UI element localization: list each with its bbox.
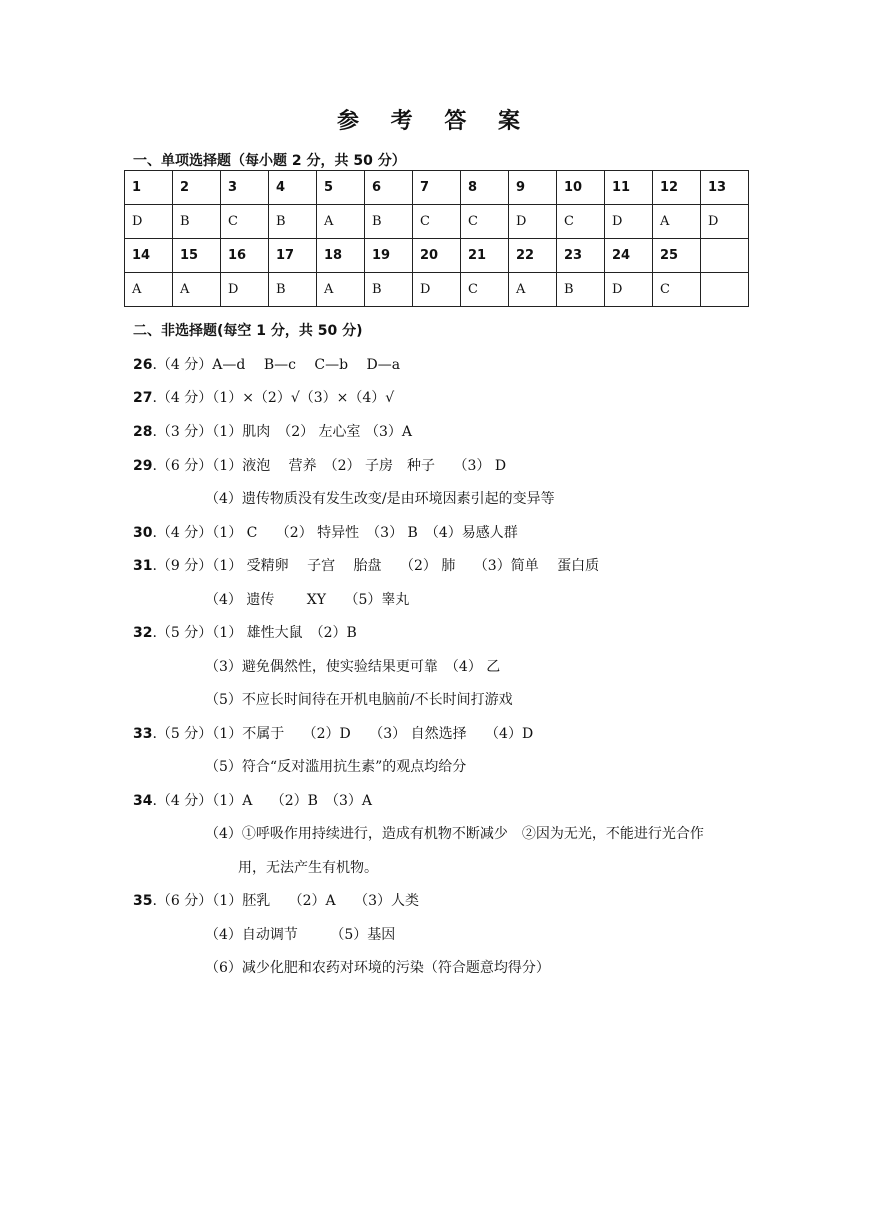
- question-number-cell: [701, 239, 749, 273]
- question-35: [133, 890, 419, 910]
- answer-cell: D: [701, 205, 749, 239]
- answer-cell: B: [269, 205, 317, 239]
- answer-cell: A: [317, 205, 365, 239]
- question-number: 35: [133, 893, 153, 909]
- answer-text: .（6 分）（1）胚乳 （2）A （3）人类: [152, 893, 420, 909]
- question-number-cell: 22: [509, 239, 557, 273]
- answer-cell: C: [557, 205, 605, 239]
- answer-cell: C: [413, 205, 461, 239]
- question-35-line2: （4）自动调节 （5）基因: [205, 927, 396, 943]
- answer-row: [125, 273, 749, 307]
- question-number: 34: [133, 793, 153, 809]
- question-number: 29: [133, 458, 153, 474]
- answer-cell: D: [509, 205, 557, 239]
- question-number-cell: 7: [413, 171, 461, 205]
- answer-cell: A: [509, 273, 557, 307]
- question-number-cell: 25: [653, 239, 701, 273]
- question-number-cell: 2: [173, 171, 221, 205]
- answer-cell: [701, 273, 749, 307]
- question-number-row: [125, 239, 749, 273]
- question-34: [133, 790, 372, 810]
- question-29: [133, 455, 506, 475]
- question-number-cell: 12: [653, 171, 701, 205]
- question-number: 27: [133, 390, 153, 406]
- answer-text: .（4 分）（1）×（2）√（3）×（4）√: [152, 390, 395, 406]
- answer-cell: B: [557, 273, 605, 307]
- section2-heading: 二、非选择题(每空 1 分，共 50 分): [133, 323, 363, 339]
- question-33-line2: （5）符合“反对滥用抗生素”的观点均给分: [205, 759, 467, 775]
- answer-cell: D: [221, 273, 269, 307]
- answer-cell: C: [461, 273, 509, 307]
- answer-cell: C: [461, 205, 509, 239]
- question-35-line3: （6）减少化肥和农药对环境的污染（符合题意均得分）: [205, 960, 550, 976]
- question-32-line2: （3）避免偶然性，使实验结果更可靠 （4） 乙: [205, 659, 501, 675]
- question-number-cell: 16: [221, 239, 269, 273]
- answer-cell: B: [173, 205, 221, 239]
- question-number-cell: 10: [557, 171, 605, 205]
- question-number: 26: [133, 357, 153, 373]
- answer-cell: C: [221, 205, 269, 239]
- question-number-cell: 1: [125, 171, 173, 205]
- answer-cell: A: [653, 205, 701, 239]
- question-26: [133, 354, 400, 374]
- question-number: 30: [133, 525, 153, 541]
- question-number-cell: 11: [605, 171, 653, 205]
- answer-cell: C: [653, 273, 701, 307]
- answer-text: .（6 分）（1）液泡 营养 （2） 子房 种子 （3） D: [152, 458, 507, 474]
- answer-cell: A: [125, 273, 173, 307]
- question-number-cell: 8: [461, 171, 509, 205]
- answer-cell: A: [173, 273, 221, 307]
- section1-heading: 一、单项选择题（每小题 2 分，共 50 分）: [133, 153, 406, 169]
- question-number-cell: 21: [461, 239, 509, 273]
- answer-text: .（9 分）（1） 受精卵 子宫 胎盘 （2） 肺 （3）简单 蛋白质: [152, 558, 600, 574]
- question-number: 28: [133, 424, 153, 440]
- answer-text: .（4 分）A—d B—c C—b D—a: [152, 357, 401, 373]
- answer-text: .（4 分）（1）A （2）B （3）A: [152, 793, 372, 809]
- answer-row: [125, 205, 749, 239]
- question-number-cell: 18: [317, 239, 365, 273]
- page-title: 参 考 答 案: [337, 109, 532, 134]
- question-number-cell: 14: [125, 239, 173, 273]
- question-31: [133, 555, 599, 575]
- question-number-cell: 5: [317, 171, 365, 205]
- answer-cell: D: [413, 273, 461, 307]
- question-34-line2: （4）①呼吸作用持续进行，造成有机物不断减少 ②因为无光，不能进行光合作: [205, 826, 704, 842]
- question-28: [133, 421, 412, 441]
- question-number-row: [125, 171, 749, 205]
- question-number-cell: 17: [269, 239, 317, 273]
- question-27: [133, 387, 394, 407]
- answer-cell: A: [317, 273, 365, 307]
- question-number: 31: [133, 558, 153, 574]
- answer-cell: B: [365, 205, 413, 239]
- question-number: 33: [133, 726, 153, 742]
- question-number-cell: 15: [173, 239, 221, 273]
- question-31-line2: （4） 遗传 XY （5）睾丸: [205, 592, 410, 608]
- question-number-cell: 13: [701, 171, 749, 205]
- question-number-cell: 4: [269, 171, 317, 205]
- question-34-line3: 用，无法产生有机物。: [238, 860, 378, 876]
- answer-cell: D: [605, 273, 653, 307]
- question-number-cell: 6: [365, 171, 413, 205]
- question-30: [133, 522, 518, 542]
- question-29-line2: （4）遗传物质没有发生改变/是由环境因素引起的变异等: [205, 491, 555, 507]
- question-number-cell: 24: [605, 239, 653, 273]
- question-33: [133, 723, 533, 743]
- answer-cell: D: [605, 205, 653, 239]
- question-number-cell: 19: [365, 239, 413, 273]
- answer-cell: D: [125, 205, 173, 239]
- question-32-line3: （5）不应长时间待在开机电脑前/不长时间打游戏: [205, 692, 513, 708]
- question-32: [133, 622, 357, 642]
- question-number-cell: 3: [221, 171, 269, 205]
- answer-text: .（5 分）（1） 雄性大鼠 （2）B: [152, 625, 357, 641]
- answer-text: .（3 分）（1）肌肉 （2） 左心室 （3）A: [152, 424, 413, 440]
- question-number-cell: 23: [557, 239, 605, 273]
- answer-text: .（4 分）（1） C （2） 特异性 （3） B （4）易感人群: [152, 525, 518, 541]
- answer-table: [124, 170, 749, 307]
- answer-text: .（5 分）（1）不属于 （2）D （3） 自然选择 （4）D: [152, 726, 534, 742]
- question-number-cell: 20: [413, 239, 461, 273]
- answer-cell: B: [365, 273, 413, 307]
- answer-cell: B: [269, 273, 317, 307]
- question-number-cell: 9: [509, 171, 557, 205]
- question-number: 32: [133, 625, 153, 641]
